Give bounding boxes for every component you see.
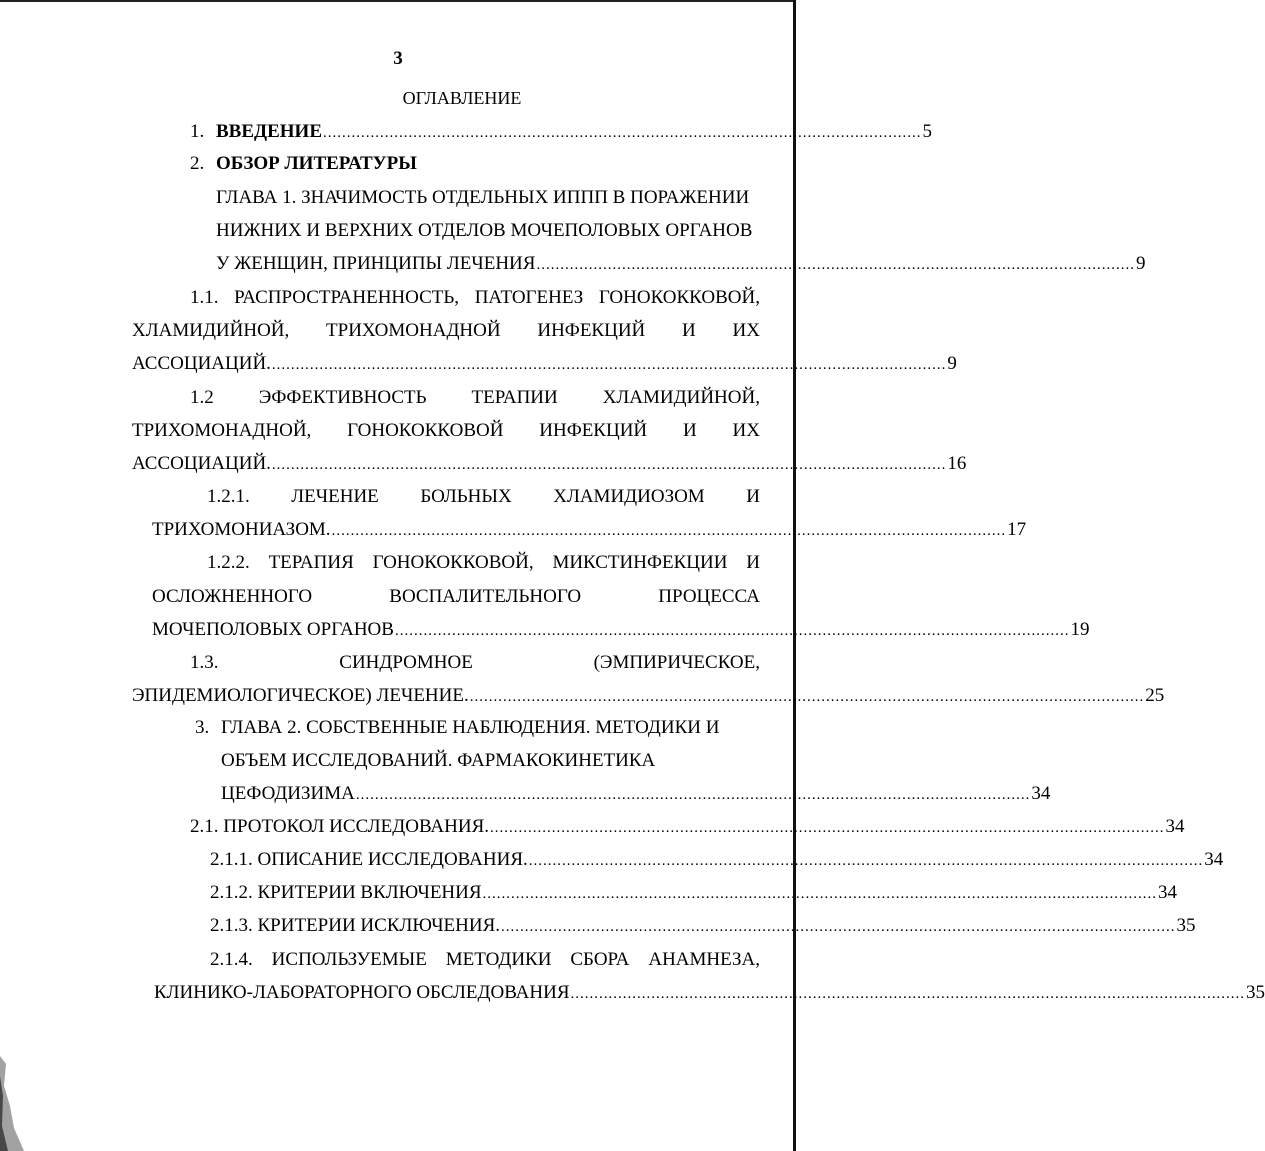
toc-word: ИХ: [732, 420, 760, 441]
toc-entry-1-3-line2[interactable]: [132, 684, 1165, 708]
toc-entry-1-2-line1[interactable]: [190, 386, 760, 410]
leader-dots: ..............................................................................................................................................: [394, 623, 1070, 639]
toc-page-number: 17: [1007, 519, 1027, 540]
toc-entry-label: ВВЕДЕНИЕ: [216, 121, 322, 142]
toc-entry-2-1-2[interactable]: [210, 881, 1178, 905]
toc-word: МИКСТИНФЕКЦИИ: [552, 552, 728, 573]
toc-word: ХЛАМИДИЙНОЙ,: [602, 387, 760, 408]
toc-word: ПРОЦЕССА: [658, 586, 760, 607]
toc-entry-1-2-line2[interactable]: [132, 419, 760, 443]
toc-entry-1-2-2-line2[interactable]: [152, 585, 760, 609]
toc-entry-label: 2.1.3. КРИТЕРИИ ИСКЛЮЧЕНИЯ.: [210, 915, 501, 936]
toc-page-number: 35: [1246, 982, 1265, 1003]
toc-word: 2.1.4.: [210, 949, 253, 970]
toc-word: БОЛЬНЫХ: [420, 486, 512, 507]
toc-entry-number: 3.: [195, 717, 210, 738]
toc-word: ТЕРАПИИ: [471, 387, 558, 408]
toc-page-number: 5: [922, 121, 932, 142]
leader-dots: ..............................................................................................................................................: [355, 787, 1031, 803]
leader-dots: ..............................................................................................................................................: [570, 986, 1246, 1002]
leader-dots: ..............................................................................................................................................: [482, 886, 1158, 902]
toc-word: ГОНОКОККОВОЙ,: [598, 287, 760, 308]
toc-entry-label: ТРИХОМОНИАЗОМ.: [152, 519, 331, 540]
leader-dots: ..............................................................................................................................................: [469, 689, 1145, 705]
toc-word: 1.2: [190, 387, 214, 408]
toc-word: И: [682, 420, 697, 441]
toc-entry-2-1-4-line2[interactable]: [154, 981, 1265, 1005]
leader-dots: ..............................................................................................................................................: [501, 919, 1176, 935]
toc-word: АНАМНЕЗА,: [648, 949, 760, 970]
toc-word: МЕТОДИКИ: [445, 949, 552, 970]
toc-page-number: 9: [1135, 253, 1146, 274]
toc-word: 1.2.1.: [207, 486, 250, 507]
leader-dots: ..............................................................................................................................................: [490, 820, 1165, 836]
toc-word: ИНФЕКЦИЙ: [537, 320, 646, 341]
leader-dots: ..............................................................................................................................: [536, 257, 1135, 273]
toc-entry-1-2-1-line1[interactable]: [207, 485, 760, 509]
toc-entry-label: 2.1. ПРОТОКОЛ ИССЛЕДОВАНИЯ.: [190, 816, 490, 837]
toc-word: ВОСПАЛИТЕЛЬНОГО: [389, 586, 582, 607]
toc-entry-label: ГЛАВА 2. СОБСТВЕННЫЕ НАБЛЮДЕНИЯ. МЕТОДИКИ И: [221, 717, 720, 738]
toc-word: ТЕРАПИЯ: [268, 552, 354, 573]
toc-entry-label: 2.1.2. КРИТЕРИИ ВКЛЮЧЕНИЯ: [210, 882, 482, 903]
toc-word: ХЛАМИДИОЗОМ: [553, 486, 705, 507]
toc-page-number: 34: [1204, 849, 1224, 870]
toc-word: ОСЛОЖНЕННОГО: [152, 586, 313, 607]
toc-entry-label: КЛИНИКО-ЛАБОРАТОРНОГО ОБСЛЕДОВАНИЯ: [154, 982, 570, 1003]
toc-chapter1-line1[interactable]: ГЛАВА 1. ЗНАЧИМОСТЬ ОТДЕЛЬНЫХ ИППП В ПОРАЖЕНИИ: [216, 187, 750, 208]
toc-word: (ЭМПИРИЧЕСКОЕ,: [593, 652, 760, 673]
leader-dots: ..............................................................................................................................................: [271, 457, 947, 473]
toc-word: И: [746, 486, 760, 507]
toc-entry-label: 2.1.1. ОПИСАНИЕ ИССЛЕДОВАНИЯ.: [210, 849, 528, 870]
toc-word: СИНДРОМНОЕ: [339, 652, 473, 673]
leader-dots: ..............................................................................................................................................: [331, 523, 1007, 539]
toc-title: ОГЛАВЛЕНИЕ: [402, 88, 522, 108]
toc-word: ИХ: [732, 320, 760, 341]
toc-page-number: 35: [1176, 915, 1196, 936]
toc-word: ИНФЕКЦИЙ: [539, 420, 648, 441]
toc-word: ЛЕЧЕНИЕ: [291, 486, 379, 507]
toc-page-number: 34: [1158, 882, 1178, 903]
scan-border-right: [793, 0, 796, 1151]
toc-entry-2-1[interactable]: [190, 815, 1185, 839]
toc-page-number: 34: [1165, 816, 1185, 837]
toc-chapter1-line2[interactable]: НИЖНИХ И ВЕРХНИХ ОТДЕЛОВ МОЧЕПОЛОВЫХ ОРГАНОВ: [216, 220, 753, 241]
page-number: 3: [393, 48, 403, 69]
toc-entry-2-1-4-line1[interactable]: [210, 948, 760, 972]
toc-word: РАСПРОСТРАНЕННОСТЬ,: [234, 287, 460, 308]
toc-page-number: 19: [1070, 619, 1090, 640]
toc-entry-label: АССОЦИАЦИЙ.: [132, 353, 271, 374]
toc-word: ГОНОКОККОВОЙ: [347, 420, 504, 441]
toc-word: 1.2.2.: [207, 552, 250, 573]
toc-word: ТРИХОМОНАДНОЙ,: [132, 420, 312, 441]
toc-chapter1-line3[interactable]: [216, 252, 1146, 276]
toc-word: ИСПОЛЬЗУЕМЫЕ: [271, 949, 427, 970]
toc-chapter2-line1[interactable]: [195, 716, 755, 740]
toc-entry-1-2-line3[interactable]: [132, 452, 967, 476]
toc-word: И: [682, 320, 696, 341]
toc-page-number: 25: [1145, 685, 1165, 706]
toc-entry-introduction[interactable]: [190, 120, 932, 144]
toc-word: 1.3.: [190, 652, 219, 673]
leader-dots: ..............................................................................................................................................: [271, 357, 947, 373]
toc-entry-2-1-1[interactable]: [210, 848, 1224, 872]
toc-entry-1-3-line1[interactable]: [190, 651, 760, 675]
toc-entry-1-2-2-line1[interactable]: [207, 551, 760, 575]
toc-entry-2-1-3[interactable]: [210, 914, 1196, 938]
leader-dots: ..............................................................................................................................: [323, 125, 922, 141]
toc-word: ГОНОКОККОВОЙ,: [372, 552, 534, 573]
toc-word: ХЛАМИДИЙНОЙ,: [132, 320, 290, 341]
toc-entry-label: У ЖЕНЩИН, ПРИНЦИПЫ ЛЕЧЕНИЯ: [216, 253, 536, 274]
toc-entry-literature-review[interactable]: [190, 152, 758, 176]
toc-word: 1.1.: [190, 287, 219, 308]
toc-entry-label: ЭПИДЕМИОЛОГИЧЕСКОЕ) ЛЕЧЕНИЕ.: [132, 685, 469, 706]
toc-entry-1-1-line2[interactable]: [132, 319, 760, 343]
toc-entry-1-1-line1[interactable]: [190, 286, 760, 310]
toc-entry-label: ЦЕФОДИЗИМА: [221, 783, 355, 804]
toc-entry-number: 2.: [190, 153, 205, 174]
toc-chapter2-line3[interactable]: [221, 782, 1051, 806]
toc-page-number: 16: [947, 453, 967, 474]
toc-word: ПАТОГЕНЕЗ: [474, 287, 584, 308]
toc-page-number: 34: [1031, 783, 1051, 804]
toc-entry-label: АССОЦИАЦИЙ.: [132, 453, 271, 474]
toc-entry-1-2-1-line2[interactable]: [152, 518, 1027, 542]
toc-word: ТРИХОМОНАДНОЙ: [326, 320, 501, 341]
toc-entry-1-2-2-line3[interactable]: [152, 618, 1090, 642]
toc-entry-label: МОЧЕПОЛОВЫХ ОРГАНОВ: [152, 619, 394, 640]
leader-dots: ..............................................................................................................................................: [528, 853, 1204, 869]
toc-entry-1-1-line3[interactable]: [132, 352, 957, 376]
scan-border-top: [0, 0, 796, 2]
toc-word: СБОРА: [570, 949, 630, 970]
toc-chapter2-line2[interactable]: ОБЪЕМ ИССЛЕДОВАНИЙ. ФАРМАКОКИНЕТИКА: [221, 750, 656, 771]
toc-page-number: 9: [947, 353, 957, 374]
toc-word: И: [746, 552, 760, 573]
toc-word: ЭФФЕКТИВНОСТЬ: [258, 387, 427, 408]
scan-artifact: [0, 1056, 28, 1151]
toc-entry-number: 1.: [190, 121, 205, 142]
toc-entry-label: ОБЗОР ЛИТЕРАТУРЫ: [216, 153, 417, 174]
